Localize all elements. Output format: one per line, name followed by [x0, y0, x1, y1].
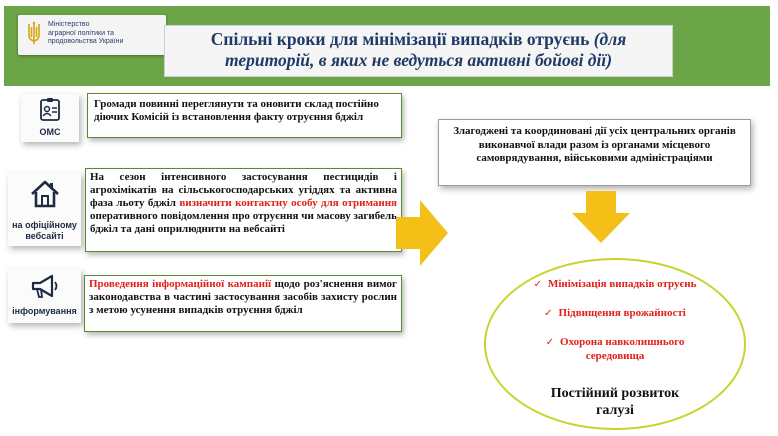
website-label-line-2: вебсайті — [25, 231, 64, 241]
goal-text-2: Підвищення врожайності — [558, 307, 686, 319]
megaphone-icon — [30, 274, 60, 300]
coordination-box — [438, 119, 751, 186]
goal-text-1: Мінімізація випадків отруєнь — [547, 278, 697, 290]
development-line-2: галузі — [596, 403, 634, 418]
title-italic-start: (для — [593, 29, 627, 49]
ministry-line-3: продовольства України — [48, 38, 124, 45]
check-icon: ✓ — [533, 279, 542, 290]
goal-text-3a: Охорона навколишнього — [560, 336, 685, 348]
website-text-after: оперативного повідомлення про отруєння чи масову загибель бджіл та дані оприлюднити на вебсайті — [90, 210, 397, 235]
title-line-1 — [165, 29, 672, 50]
website-text-box — [85, 168, 402, 252]
arrow-down-icon — [572, 191, 630, 243]
check-icon: ✓ — [545, 337, 555, 348]
house-icon — [29, 179, 61, 209]
development-caption — [508, 385, 722, 419]
informing-label: інформування — [12, 306, 77, 316]
title-main: Спільні кроки для мінімізації випадків отруєнь — [210, 29, 590, 49]
ministry-line-1: Міністерство — [48, 21, 90, 28]
oms-label: ОМС — [39, 127, 61, 137]
oms-card — [21, 94, 79, 142]
website-text-before: На сезон інтенсивного застосування пестицидів і агрохімікатів на сільськогосподарських угіддях та активна фаза льоту бджіл — [90, 171, 397, 209]
coordination-text: Злагоджені та координовані дії усіх центральних органів виконавчої влади разом із органами місцевого самоврядування, військовими адміністраціями — [453, 125, 736, 164]
page-title — [164, 25, 673, 77]
development-line-1: Постійний розвиток — [550, 386, 680, 401]
check-icon: ✓ — [544, 308, 553, 319]
informing-text-highlight: Проведення інформаційної кампанії — [89, 278, 272, 290]
ministry-line-2: аграрної політики та — [48, 29, 114, 37]
goal-item-1 — [486, 278, 744, 291]
arrow-right-icon — [396, 200, 448, 266]
trident-icon — [26, 21, 42, 45]
website-label-line-1: на офіційному — [12, 220, 77, 230]
oms-text-box — [87, 93, 402, 138]
goal-item-2 — [486, 307, 744, 320]
informing-text-after: щодо роз'яснення вимог законодавства в частині застосування засобів захисту рослин з метою усунення випадків отруєння бджіл — [89, 278, 398, 316]
id-card-icon — [38, 98, 62, 122]
title-line-2: територій, в яких не ведуться активні бойові дії) — [224, 50, 613, 70]
informing-card — [8, 269, 81, 323]
website-text-highlight: визначити контактну особу для отримання — [179, 197, 397, 209]
goal-item-3-continued: середовища — [585, 350, 645, 362]
informing-text-box — [84, 275, 402, 332]
ministry-logo-card — [18, 15, 166, 55]
ministry-name — [48, 21, 166, 47]
goal-item-3 — [486, 336, 744, 349]
oms-text: Громади повинні переглянути та оновити склад постійно діючих Комісій із встановлення факту отруєння бджіл — [94, 98, 379, 123]
website-card — [8, 173, 81, 246]
